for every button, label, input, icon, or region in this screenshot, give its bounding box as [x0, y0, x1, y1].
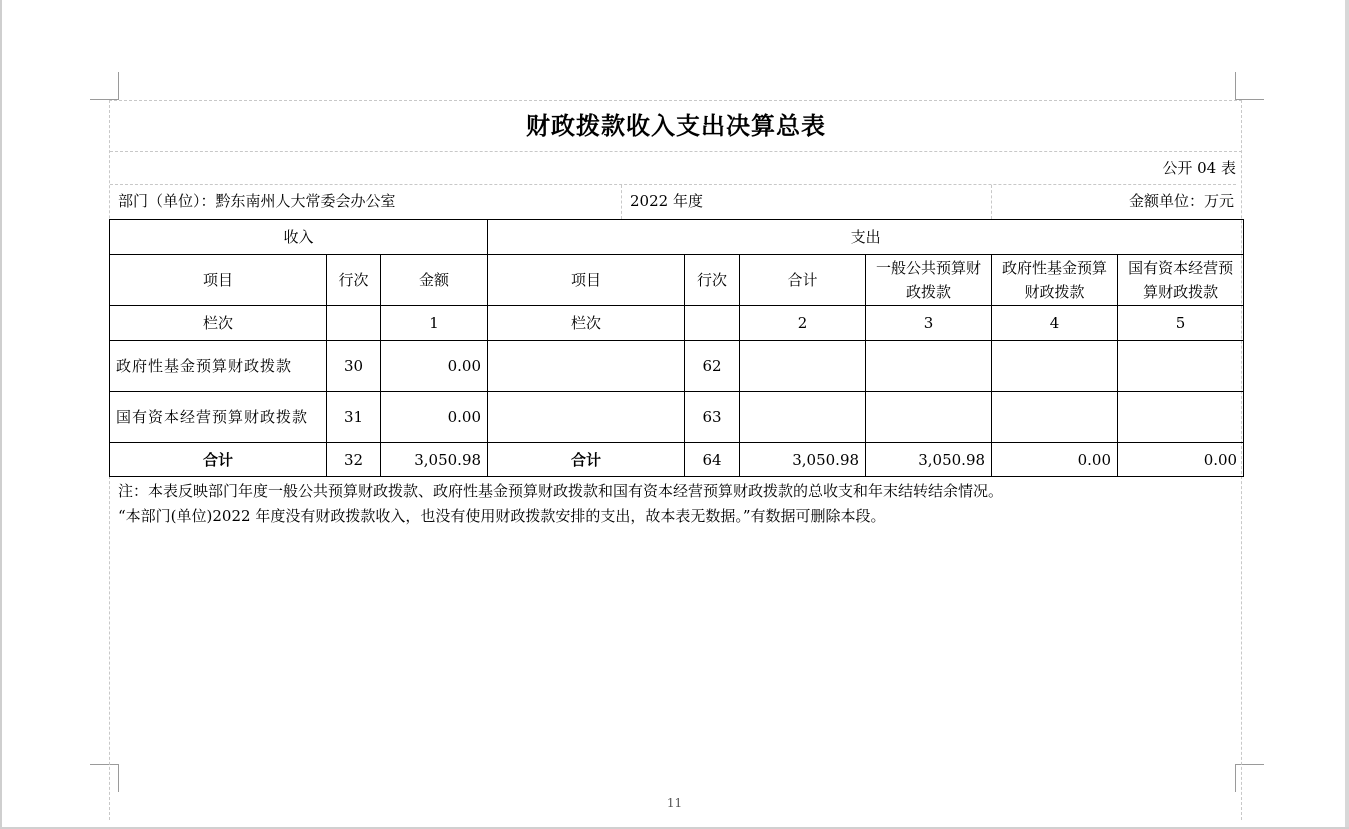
row-gov-fund — [992, 392, 1118, 443]
crop-mark-tl-v — [118, 72, 119, 100]
total-income-amount: 3,050.98 — [381, 443, 488, 477]
expense-section-header: 支出 — [488, 220, 1244, 255]
header-expense-row-no: 行次 — [685, 255, 740, 306]
row-state-capital — [1118, 341, 1244, 392]
header-state-capital: 国有资本经营预算财政拨款 — [1118, 255, 1244, 306]
total-expense-amount: 3,050.98 — [740, 443, 866, 477]
column-number-4: 4 — [992, 306, 1118, 341]
column-number-5: 5 — [1118, 306, 1244, 341]
row-expense-item — [488, 341, 685, 392]
header-income-item: 项目 — [110, 255, 327, 306]
row-gov-fund — [992, 341, 1118, 392]
form-number: 公开 04 表 — [110, 152, 1236, 185]
page-left-edge — [0, 0, 2, 829]
row-item: 政府性基金预算财政拨款 — [110, 341, 327, 392]
total-state-capital: 0.00 — [1118, 443, 1244, 477]
row-general-budget — [866, 341, 992, 392]
header-income-amount: 金额 — [381, 255, 488, 306]
total-row — [110, 443, 1244, 477]
row-expense-total — [740, 341, 866, 392]
table-row — [110, 392, 1244, 443]
column-number-3: 3 — [866, 306, 992, 341]
fiscal-year: 2022 年度 — [622, 185, 992, 219]
crop-mark-tr-v — [1235, 72, 1236, 100]
row-state-capital — [1118, 392, 1244, 443]
column-number-label: 栏次 — [110, 306, 327, 341]
header-general-budget: 一般公共预算财政拨款 — [866, 255, 992, 306]
column-number-exp-blank — [685, 306, 740, 341]
row-amount: 0.00 — [381, 392, 488, 443]
section-header-row — [110, 220, 1244, 255]
row-expense-number: 63 — [685, 392, 740, 443]
row-expense-number: 62 — [685, 341, 740, 392]
total-row-number: 32 — [327, 443, 381, 477]
header-expense-item: 项目 — [488, 255, 685, 306]
row-item: 国有资本经营预算财政拨款 — [110, 392, 327, 443]
column-header-row — [110, 255, 1244, 306]
document-title: 财政拨款收入支出决算总表 — [110, 101, 1242, 152]
total-general-budget: 3,050.98 — [866, 443, 992, 477]
column-number-row — [110, 306, 1244, 341]
row-expense-item — [488, 392, 685, 443]
page-number: 11 — [666, 796, 683, 810]
column-number-exp-label: 栏次 — [488, 306, 685, 341]
header-income-row-no: 行次 — [327, 255, 381, 306]
total-expense-label: 合计 — [488, 443, 685, 477]
column-number-1: 1 — [381, 306, 488, 341]
row-number: 31 — [327, 392, 381, 443]
budget-table — [109, 219, 1244, 477]
total-expense-row-number: 64 — [685, 443, 740, 477]
column-number-blank — [327, 306, 381, 341]
income-section-header: 收入 — [110, 220, 488, 255]
row-expense-total — [740, 392, 866, 443]
column-number-2: 2 — [740, 306, 866, 341]
table-row — [110, 341, 1244, 392]
department-label: 部门（单位）：黔东南州人大常委会办公室 — [110, 185, 622, 219]
amount-unit: 金额单位：万元 — [1128, 192, 1234, 210]
page-right-edge — [1345, 0, 1349, 829]
row-number: 30 — [327, 341, 381, 392]
total-gov-fund: 0.00 — [992, 443, 1118, 477]
row-general-budget — [866, 392, 992, 443]
table-note: 注：本表反映部门年度一般公共预算财政拨款、政府性基金预算财政拨款和国有资本经营预算财政拨款的总收支和年末结转结余情况。 — [118, 482, 1004, 500]
no-data-note: “本部门(单位)2022 年度没有财政拨款收入，也没有使用财政拨款安排的支出，故本表无数据。”有数据可删除本段。 — [118, 507, 886, 525]
total-label: 合计 — [110, 443, 327, 477]
header-expense-total: 合计 — [740, 255, 866, 306]
header-gov-fund: 政府性基金预算财政拨款 — [992, 255, 1118, 306]
row-amount: 0.00 — [381, 341, 488, 392]
